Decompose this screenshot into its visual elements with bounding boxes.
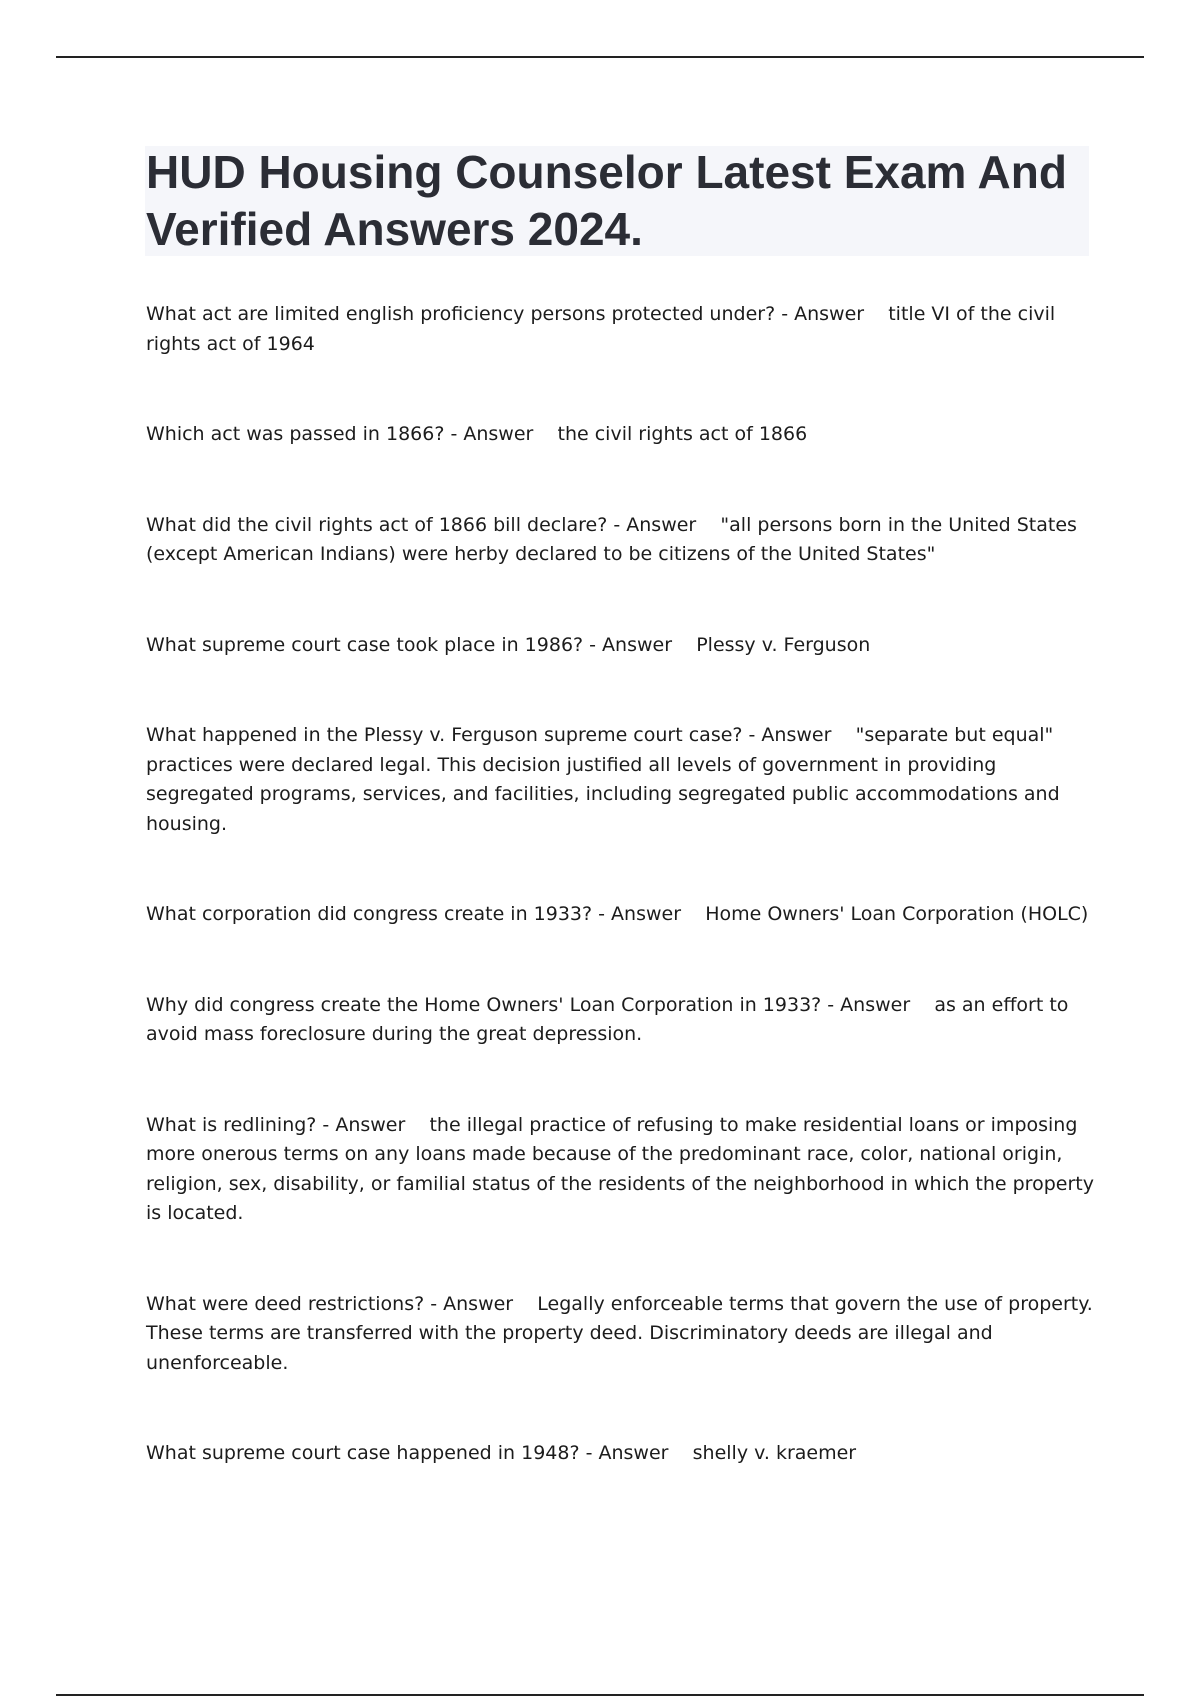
question-text: Which act was passed in 1866? — [146, 423, 445, 445]
qa-item — [146, 900, 1096, 930]
qa-item — [146, 420, 1096, 450]
top-rule — [56, 56, 1144, 58]
qa-list — [146, 300, 1096, 1469]
question-text: What did the civil rights act of 1866 bill declare? — [146, 513, 608, 536]
answer-text: the civil rights act of 1866 — [557, 423, 808, 445]
qa-item — [146, 721, 1096, 839]
answer-separator: - Answer — [742, 724, 856, 746]
question-text: What supreme court case took place in 1986? — [146, 633, 584, 656]
qa-item — [146, 1111, 1096, 1229]
answer-text: shelly v. kraemer — [692, 1442, 857, 1464]
answer-separator: - Answer — [579, 1442, 693, 1464]
answer-text: Legally enforceable terms that govern the use of property. These terms are transferred with the property deed. Discriminatory deeds are illegal and unenforceable. — [146, 1292, 1093, 1374]
question-text: What corporation did congress create in 1933? — [146, 903, 593, 925]
answer-text: as an effort to avoid mass foreclosure during the great depression. — [146, 993, 1069, 1045]
answer-text: Home Owners' Loan Corporation (HOLC) — [705, 903, 1089, 925]
answer-separator: - Answer — [316, 1113, 430, 1136]
question-text: Why did congress create the Home Owners' Loan Corporation in 1933? — [146, 993, 822, 1016]
answer-separator: - Answer — [821, 993, 935, 1016]
answer-separator: - Answer — [424, 1292, 538, 1315]
qa-item — [146, 631, 1096, 661]
answer-text: title VI of the civil rights act of 1964 — [146, 303, 1056, 355]
answer-separator: - Answer — [592, 903, 706, 925]
qa-item — [146, 1439, 1096, 1469]
answer-text: "separate but equal" practices were declared legal. This decision justified all levels of government in providing segregated programs, services, and facilities, including segregated public accommodations and housing. — [146, 724, 1060, 835]
bottom-rule — [56, 1694, 1144, 1696]
qa-item — [146, 991, 1096, 1050]
answer-text: "all persons born in the United States (except American Indians) were herby declared to be citizens of the United States" — [146, 513, 1077, 565]
qa-item — [146, 511, 1096, 570]
answer-separator: - Answer — [583, 633, 697, 656]
question-text: What act are limited english proficiency persons protected under? — [146, 303, 776, 325]
question-text: What is redlining? — [146, 1113, 317, 1136]
page-title: HUD Housing Counselor Latest Exam And Verified Answers 2024. — [146, 146, 1067, 255]
qa-item — [146, 300, 1096, 359]
answer-text: Plessy v. Ferguson — [696, 633, 871, 656]
question-text: What supreme court case happened in 1948? — [146, 1442, 580, 1464]
question-text: What were deed restrictions? — [146, 1292, 425, 1315]
answer-separator: - Answer — [444, 423, 558, 445]
answer-separator: - Answer — [775, 303, 889, 325]
question-text: What happened in the Plessy v. Ferguson supreme court case? — [146, 724, 743, 746]
answer-separator: - Answer — [607, 513, 721, 536]
answer-text: the illegal practice of refusing to make residential loans or imposing more onerous terms on any loans made because of the predominant race, color, national origin, religion, sex, disability, or familial status of the residents of the neighborhood in which the property is located. — [146, 1113, 1094, 1224]
qa-item — [146, 1290, 1096, 1379]
